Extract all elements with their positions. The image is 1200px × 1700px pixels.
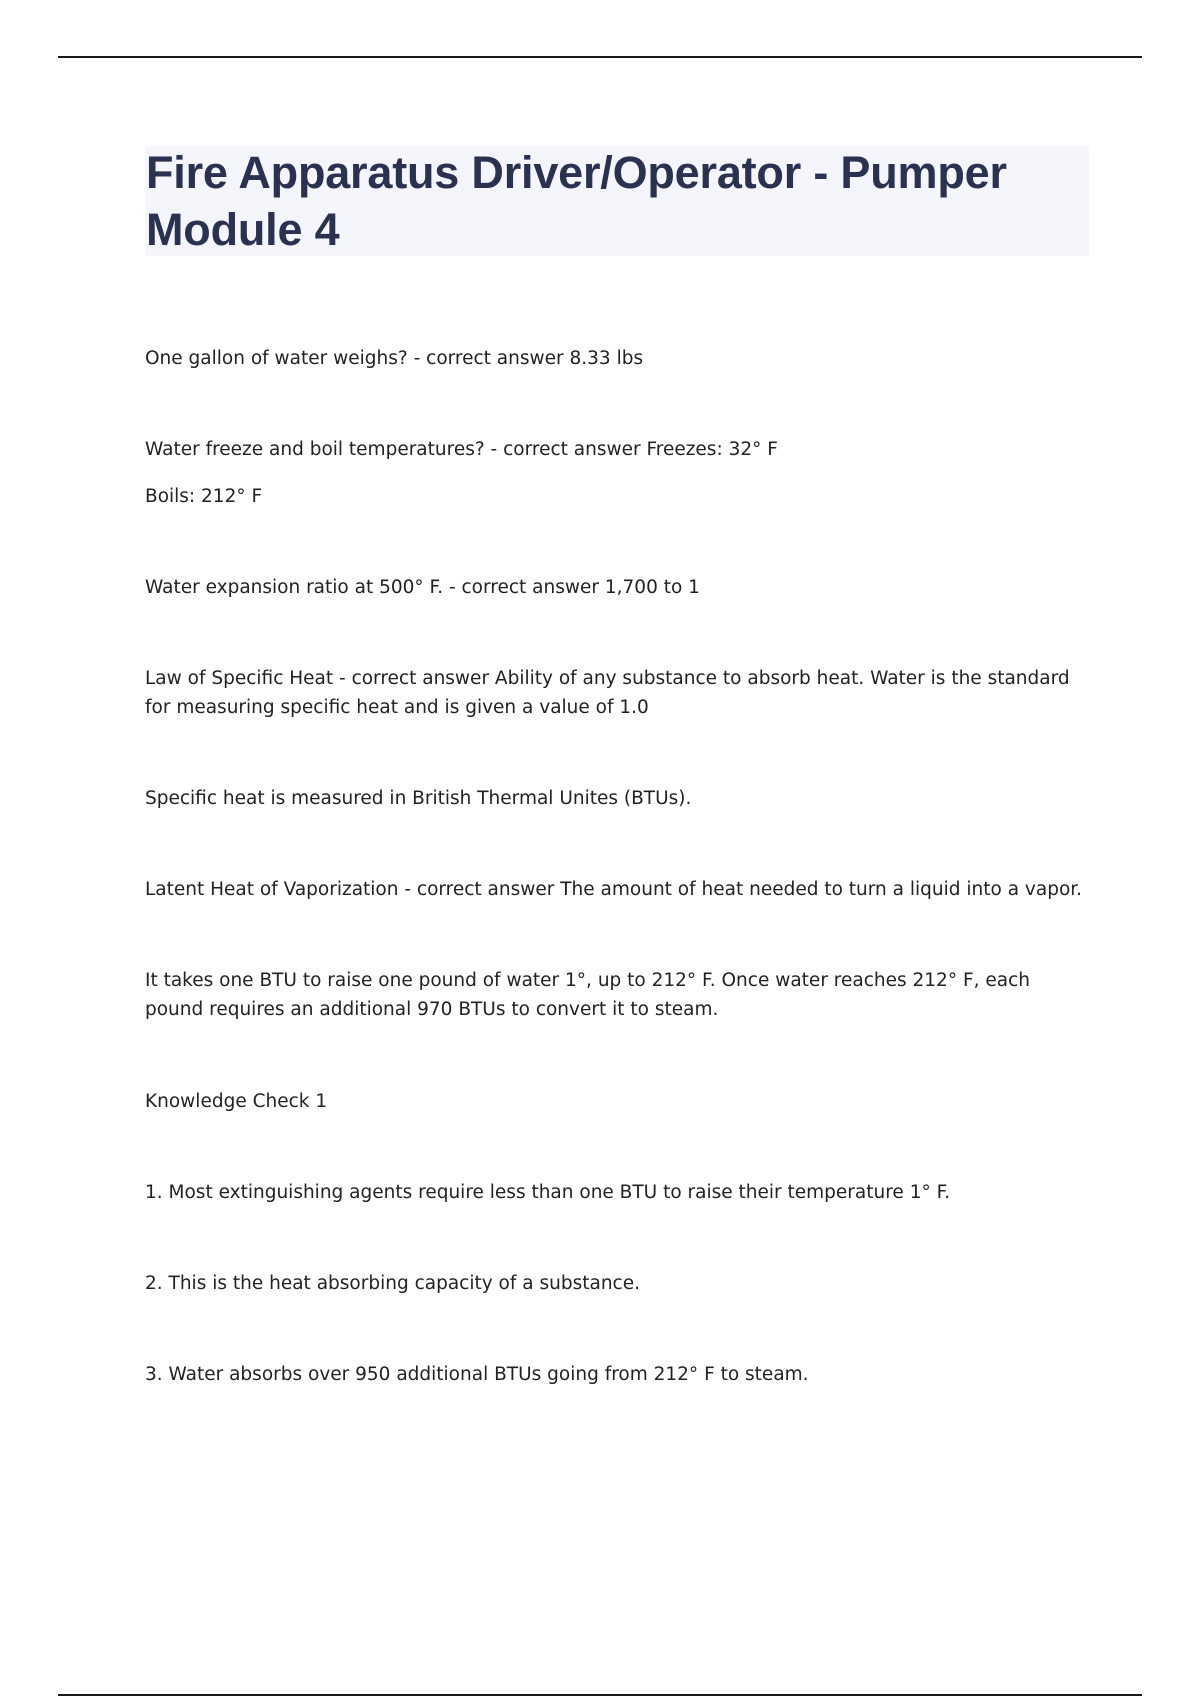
paragraph-boils: Boils: 212° F <box>145 486 263 507</box>
question-1: 1. Most extinguishing agents require less than one BTU to raise their temperature 1° F. <box>145 1182 951 1203</box>
paragraph-btu-steam: It takes one BTU to raise one pound of water 1°, up to 212° F. Once water reaches 212° F, each pound requires an additional 970 BTUs to convert it to steam. <box>145 970 1030 1020</box>
document-title: Fire Apparatus Driver/Operator - Pumper Module 4 <box>146 147 1007 255</box>
section-heading-knowledge-check: Knowledge Check 1 <box>145 1091 328 1112</box>
paragraph-btu-measure: Specific heat is measured in British Thermal Unites (BTUs). <box>145 788 692 809</box>
paragraph-specific-heat-law: Law of Specific Heat - correct answer Ability of any substance to absorb heat. Water is the standard for measuring specific heat and is given a value of 1.0 <box>145 668 1070 718</box>
question-3: 3. Water absorbs over 950 additional BTUs going from 212° F to steam. <box>145 1364 809 1385</box>
header-rule <box>58 56 1142 58</box>
paragraph-freeze-boil: Water freeze and boil temperatures? - correct answer Freezes: 32° F <box>145 439 778 460</box>
question-2: 2. This is the heat absorbing capacity of a substance. <box>145 1273 640 1294</box>
paragraph-expansion-ratio: Water expansion ratio at 500° F. - correct answer 1,700 to 1 <box>145 577 700 598</box>
footer-rule <box>58 1694 1142 1696</box>
paragraph-water-weight: One gallon of water weighs? - correct answer 8.33 lbs <box>145 348 644 369</box>
paragraph-latent-heat: Latent Heat of Vaporization - correct answer The amount of heat needed to turn a liquid into a vapor. <box>145 879 1083 900</box>
